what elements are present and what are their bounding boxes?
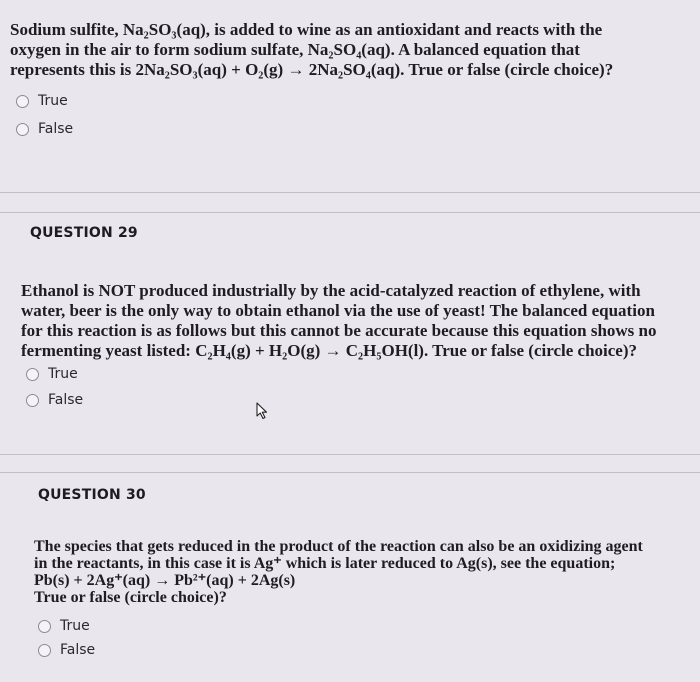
- question-28-line: Sodium sulfite, Na₂SO₃(aq), is added to wine as an antioxidant and reacts with the: [10, 20, 603, 39]
- q30-option-false[interactable]: [38, 642, 95, 658]
- radio-button[interactable]: [26, 368, 39, 381]
- question-29-text: [21, 281, 657, 361]
- option-label: False: [38, 121, 74, 137]
- question-28-text: [10, 20, 613, 80]
- question-28-line: represents this is 2Na₂SO₃(aq) + O₂(g) → 2Na₂SO₄(aq). True or false (circle choice)?: [10, 60, 614, 79]
- q29-option-false[interactable]: [26, 392, 83, 408]
- question-30-line: in the reactants, in this case it is Ag⁺ which is later reduced to Ag(s), see the equation;: [34, 555, 616, 572]
- radio-button[interactable]: [38, 620, 51, 633]
- question-30-header: QUESTION 30: [38, 487, 146, 503]
- question-30-line: True or false (circle choice)?: [34, 589, 227, 606]
- radio-button[interactable]: [26, 394, 39, 407]
- question-29-line: water, beer is the only way to obtain ethanol via the use of yeast! The balanced equation: [21, 301, 655, 320]
- question-29-line: Ethanol is NOT produced industrially by the acid-catalyzed reaction of ethylene, with: [21, 281, 641, 300]
- divider: [0, 454, 700, 455]
- question-30-line: Pb(s) + 2Ag⁺(aq) → Pb²⁺(aq) + 2Ag(s): [34, 572, 296, 589]
- option-label: False: [48, 392, 84, 408]
- question-29-line: for this reaction is as follows but this cannot be accurate because this equation shows no: [21, 321, 657, 340]
- question-30-line: The species that gets reduced in the product of the reaction can also be an oxidizing agent: [34, 538, 643, 555]
- option-label: True: [48, 366, 78, 382]
- option-label: True: [38, 93, 68, 109]
- radio-button[interactable]: [38, 644, 51, 657]
- option-label: True: [60, 618, 90, 634]
- divider: [0, 472, 700, 473]
- divider: [0, 192, 700, 193]
- q28-option-false[interactable]: [16, 121, 73, 137]
- question-30-text: [34, 538, 643, 606]
- question-29-line: fermenting yeast listed: C₂H₄(g) + H₂O(g) → C₂H₅OH(l). True or false (circle choice)?: [21, 341, 638, 360]
- radio-button[interactable]: [16, 123, 29, 136]
- mouse-pointer-icon: [255, 402, 271, 420]
- q28-option-true[interactable]: [16, 93, 68, 109]
- question-29-header: QUESTION 29: [30, 225, 138, 241]
- divider: [0, 212, 700, 213]
- radio-button[interactable]: [16, 95, 29, 108]
- q29-option-true[interactable]: [26, 366, 78, 382]
- question-28-line: oxygen in the air to form sodium sulfate, Na₂SO₄(aq). A balanced equation that: [10, 40, 580, 59]
- option-label: False: [60, 642, 96, 658]
- q30-option-true[interactable]: [38, 618, 90, 634]
